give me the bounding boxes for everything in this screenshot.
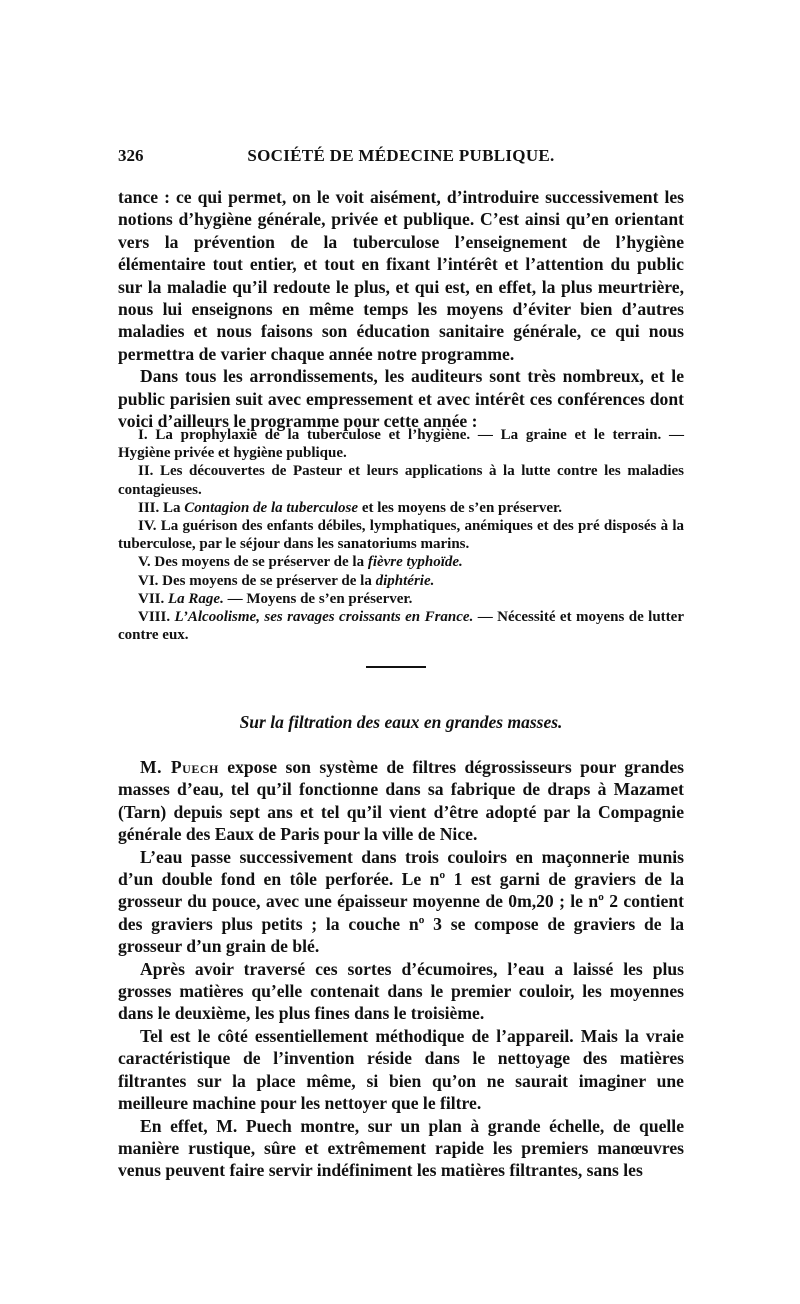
paragraph: tance : ce qui permet, on le voit aisément, d’introduire successivement les notions d’hygiène générale, privée et publique. C’est ainsi qu’en orientant vers la prévention de la tuberculose l’enseignement de l’hygiène élémentaire tout entier, et tout en fixant l’intérêt et l’attention du public sur la maladie qu’il redoute le plus, et qui est, en effet, la plus meurtrière, nous lui enseignons en même temps les moyens d’éviter bien d’autres maladies et nous faisons son éducation sanitaire générale, ce qui nous permettra de varier chaque année notre programme. <box>118 187 684 364</box>
item-text: II. Les découvertes de Pasteur et leurs applications à la lutte contre les maladies contagieuses. <box>118 463 684 498</box>
page-header <box>118 146 684 172</box>
program-item <box>118 572 684 590</box>
item-text: III. La <box>138 499 185 516</box>
program-item <box>118 553 684 571</box>
item-text: VIII. <box>138 609 175 626</box>
program-item <box>118 517 684 553</box>
item-text: IV. La guérison des enfants débiles, lymphatiques, anémiques et des pré disposés à la tuberculose, par le séjour dans les sanatoriums marins. <box>118 518 684 553</box>
intro-text <box>118 186 684 432</box>
item-text: et les moyens de s’en préserver. <box>358 499 563 516</box>
paragraph: L’eau passe successivement dans trois couloirs en maçonnerie munis d’un double fond en tôle perforée. Le nº 1 est garni de graviers de la grosseur du pouce, avec une épaisseur moyenne de 0m,20 ; le nº 2 contient des graviers plus petits ; la couche nº 3 se compose de graviers de la grosseur d’un grain de blé. <box>118 846 684 957</box>
program-item <box>118 608 684 644</box>
page-number: 326 <box>118 146 144 165</box>
running-head: SOCIÉTÉ DE MÉDECINE PUBLIQUE. <box>247 146 555 165</box>
program-item <box>118 462 684 498</box>
item-text: — Nécessité et moyens de lutter contre eux. <box>118 609 684 644</box>
item-emphasis: fièvre typhoïde. <box>367 554 463 571</box>
paragraph <box>118 756 684 846</box>
paragraph: Après avoir traversé ces sortes d’écumoires, l’eau a laissé les plus grosses matières qu’elle contenait dans le premier couloir, les moyennes dans le deuxième, les plus fines dans le troisième. <box>118 958 684 1024</box>
item-emphasis: L’Alcoolisme, ses ravages croissants en France. <box>174 609 474 626</box>
program-item <box>118 590 684 608</box>
section-text <box>118 756 684 1182</box>
paragraph: En effet, M. Puech montre, sur un plan à grande échelle, de quelle manière rustique, sûre et extrêmement rapide les premiers manœuvres venus peuvent faire servir indéfiniment les matières filtrantes, sans les <box>118 1115 684 1181</box>
item-emphasis: diphtérie. <box>375 572 435 589</box>
program-item <box>118 499 684 517</box>
item-text: V. Des moyens de se préserver de la <box>138 554 368 571</box>
paragraph-text: expose son système de filtres dégrossisseurs pour grandes masses d’eau, tel qu’il fonctionne dans sa fabrique de draps à Mazamet (Tarn) depuis sept ans et tel qu’il vient d’être adopté par la Compagnie générale des Eaux de Paris pour la ville de Nice. <box>118 757 684 845</box>
item-text: — Moyens de s’en préserver. <box>223 590 413 607</box>
program-item <box>118 426 684 462</box>
speaker-name: M. Puech <box>140 757 219 777</box>
lecture-program <box>118 426 684 644</box>
section-divider <box>366 666 426 668</box>
item-text: I. La prophylaxie de la tuberculose et l’hygiène. — La graine et le terrain. — Hygiène privée et hygiène publique. <box>118 427 684 462</box>
section-title: Sur la filtration des eaux en grandes masses. <box>239 712 563 732</box>
paragraph: Tel est le côté essentiellement méthodique de l’appareil. Mais la vraie caractéristique de l’invention réside dans le nettoyage des matières filtrantes sur la place même, si bien qu’on ne saurait imaginer une meilleure machine pour les nettoyer que le filtre. <box>118 1025 684 1114</box>
item-text: VII. <box>138 590 169 607</box>
item-text: VI. Des moyens de se préserver de la <box>138 572 376 589</box>
item-emphasis: Contagion de la tuberculose <box>184 499 359 516</box>
item-emphasis: La Rage. <box>168 590 224 607</box>
paragraph: Dans tous les arrondissements, les auditeurs sont très nombreux, et le public parisien suit avec empressement et avec intérêt ces conférences dont voici d’ailleurs le programme pour cette année : <box>118 366 684 432</box>
